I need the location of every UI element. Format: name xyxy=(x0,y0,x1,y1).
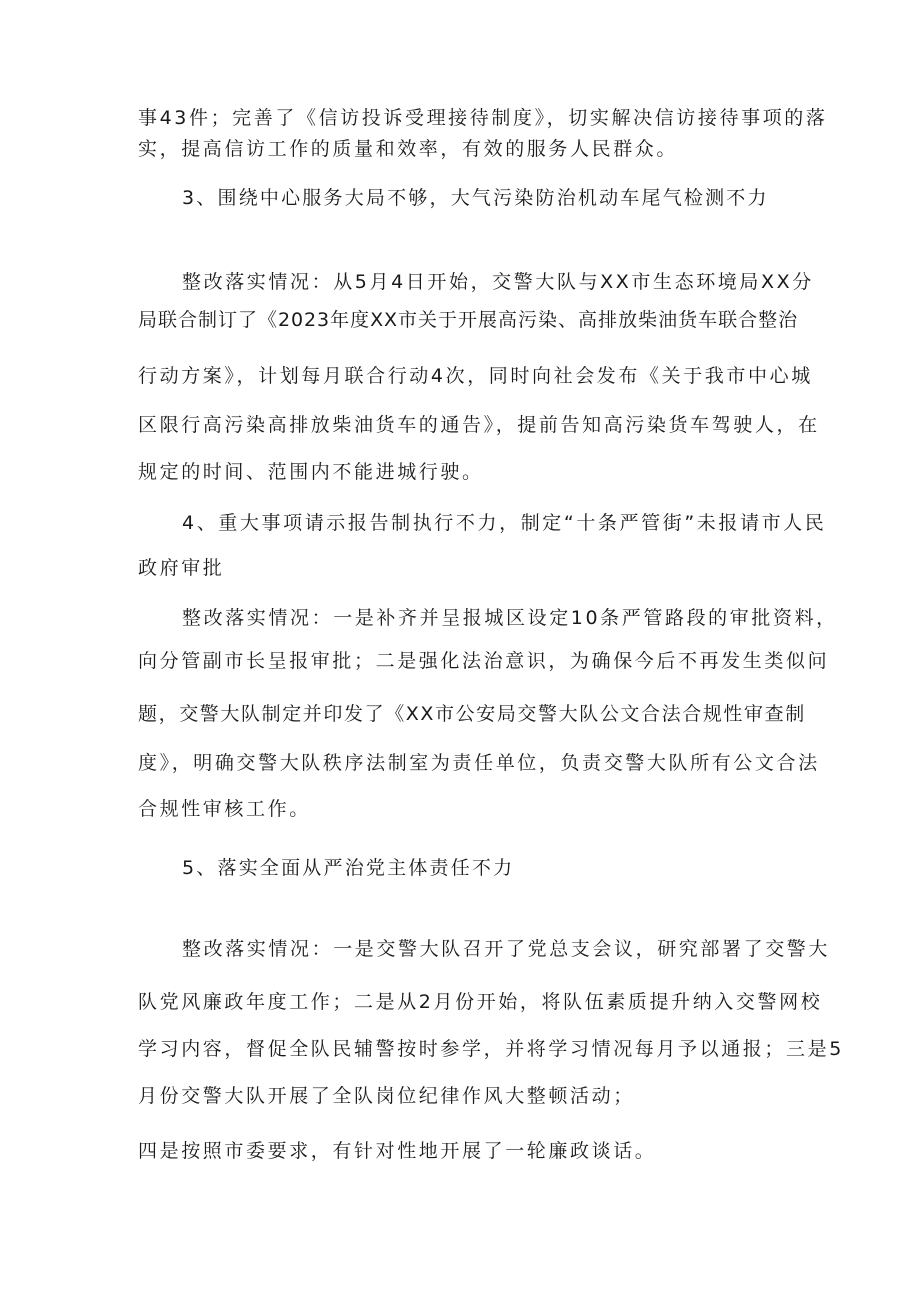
paragraph-line: 规定的时间、范围内不能进城行驶。 xyxy=(138,461,484,483)
paragraph-line: 整改落实情况：一是交警大队召开了党总支会议，研究部署了交警大 xyxy=(182,938,831,960)
item-5-heading: 5、落实全面从严治党主体责任不力 xyxy=(182,857,515,879)
item-3-heading: 3、围绕中心服务大局不够，大气污染防治机动车尾气检测不力 xyxy=(182,187,769,209)
paragraph-line: 月份交警大队开展了全队岗位纪律作风大整顿活动； xyxy=(138,1085,635,1107)
item-4-heading: 4、重大事项请示报告制执行不力，制定“十条严管街”未报请市人民 xyxy=(182,512,827,534)
paragraph-line: 局联合制订了《2023年度XX市关于开展高污染、高排放柴油货车联合整治 xyxy=(138,309,798,331)
paragraph-line: 实，提高信访工作的质量和效率，有效的服务人民群众。 xyxy=(138,138,679,160)
paragraph-line: 整改落实情况：一是补齐并呈报城区设定10条严管路段的审批资料， xyxy=(182,607,838,629)
paragraph-line: 区限行高污染高排放柴油货车的通告》，提前告知高污染货车驾驶人，在 xyxy=(138,414,820,436)
item-4-heading: 政府审批 xyxy=(138,557,225,579)
paragraph-line: 题，交警大队制定并印发了《XX市公安局交警大队公文合法合规性审查制 xyxy=(138,703,806,725)
paragraph-line: 队党风廉政年度工作；二是从2月份开始，将队伍素质提升纳入交警网校 xyxy=(138,991,823,1013)
paragraph-line: 学习内容，督促全队民辅警按时参学，并将学习情况每月予以通报；三是5 xyxy=(138,1038,844,1060)
paragraph-line: 向分管副市长呈报审批；二是强化法治意识，为确保今后不再发生类似问 xyxy=(138,650,830,672)
paragraph-line: 度》，明确交警大队秩序法制室为责任单位，负责交警大队所有公文合法 xyxy=(138,752,820,774)
paragraph-line: 行动方案》，计划每月联合行动4次，同时向社会发布《关于我市中心城 xyxy=(138,365,813,387)
paragraph-line: 整改落实情况：从5月4日开始，交警大队与XX市生态环境局XX分 xyxy=(182,271,814,293)
paragraph-line: 事43件；完善了《信访投诉受理接待制度》，切实解决信访接待事项的落 xyxy=(138,107,828,129)
paragraph-line: 四是按照市委要求，有针对性地开展了一轮廉政谈话。 xyxy=(138,1140,657,1162)
paragraph-line: 合规性审核工作。 xyxy=(138,798,311,820)
